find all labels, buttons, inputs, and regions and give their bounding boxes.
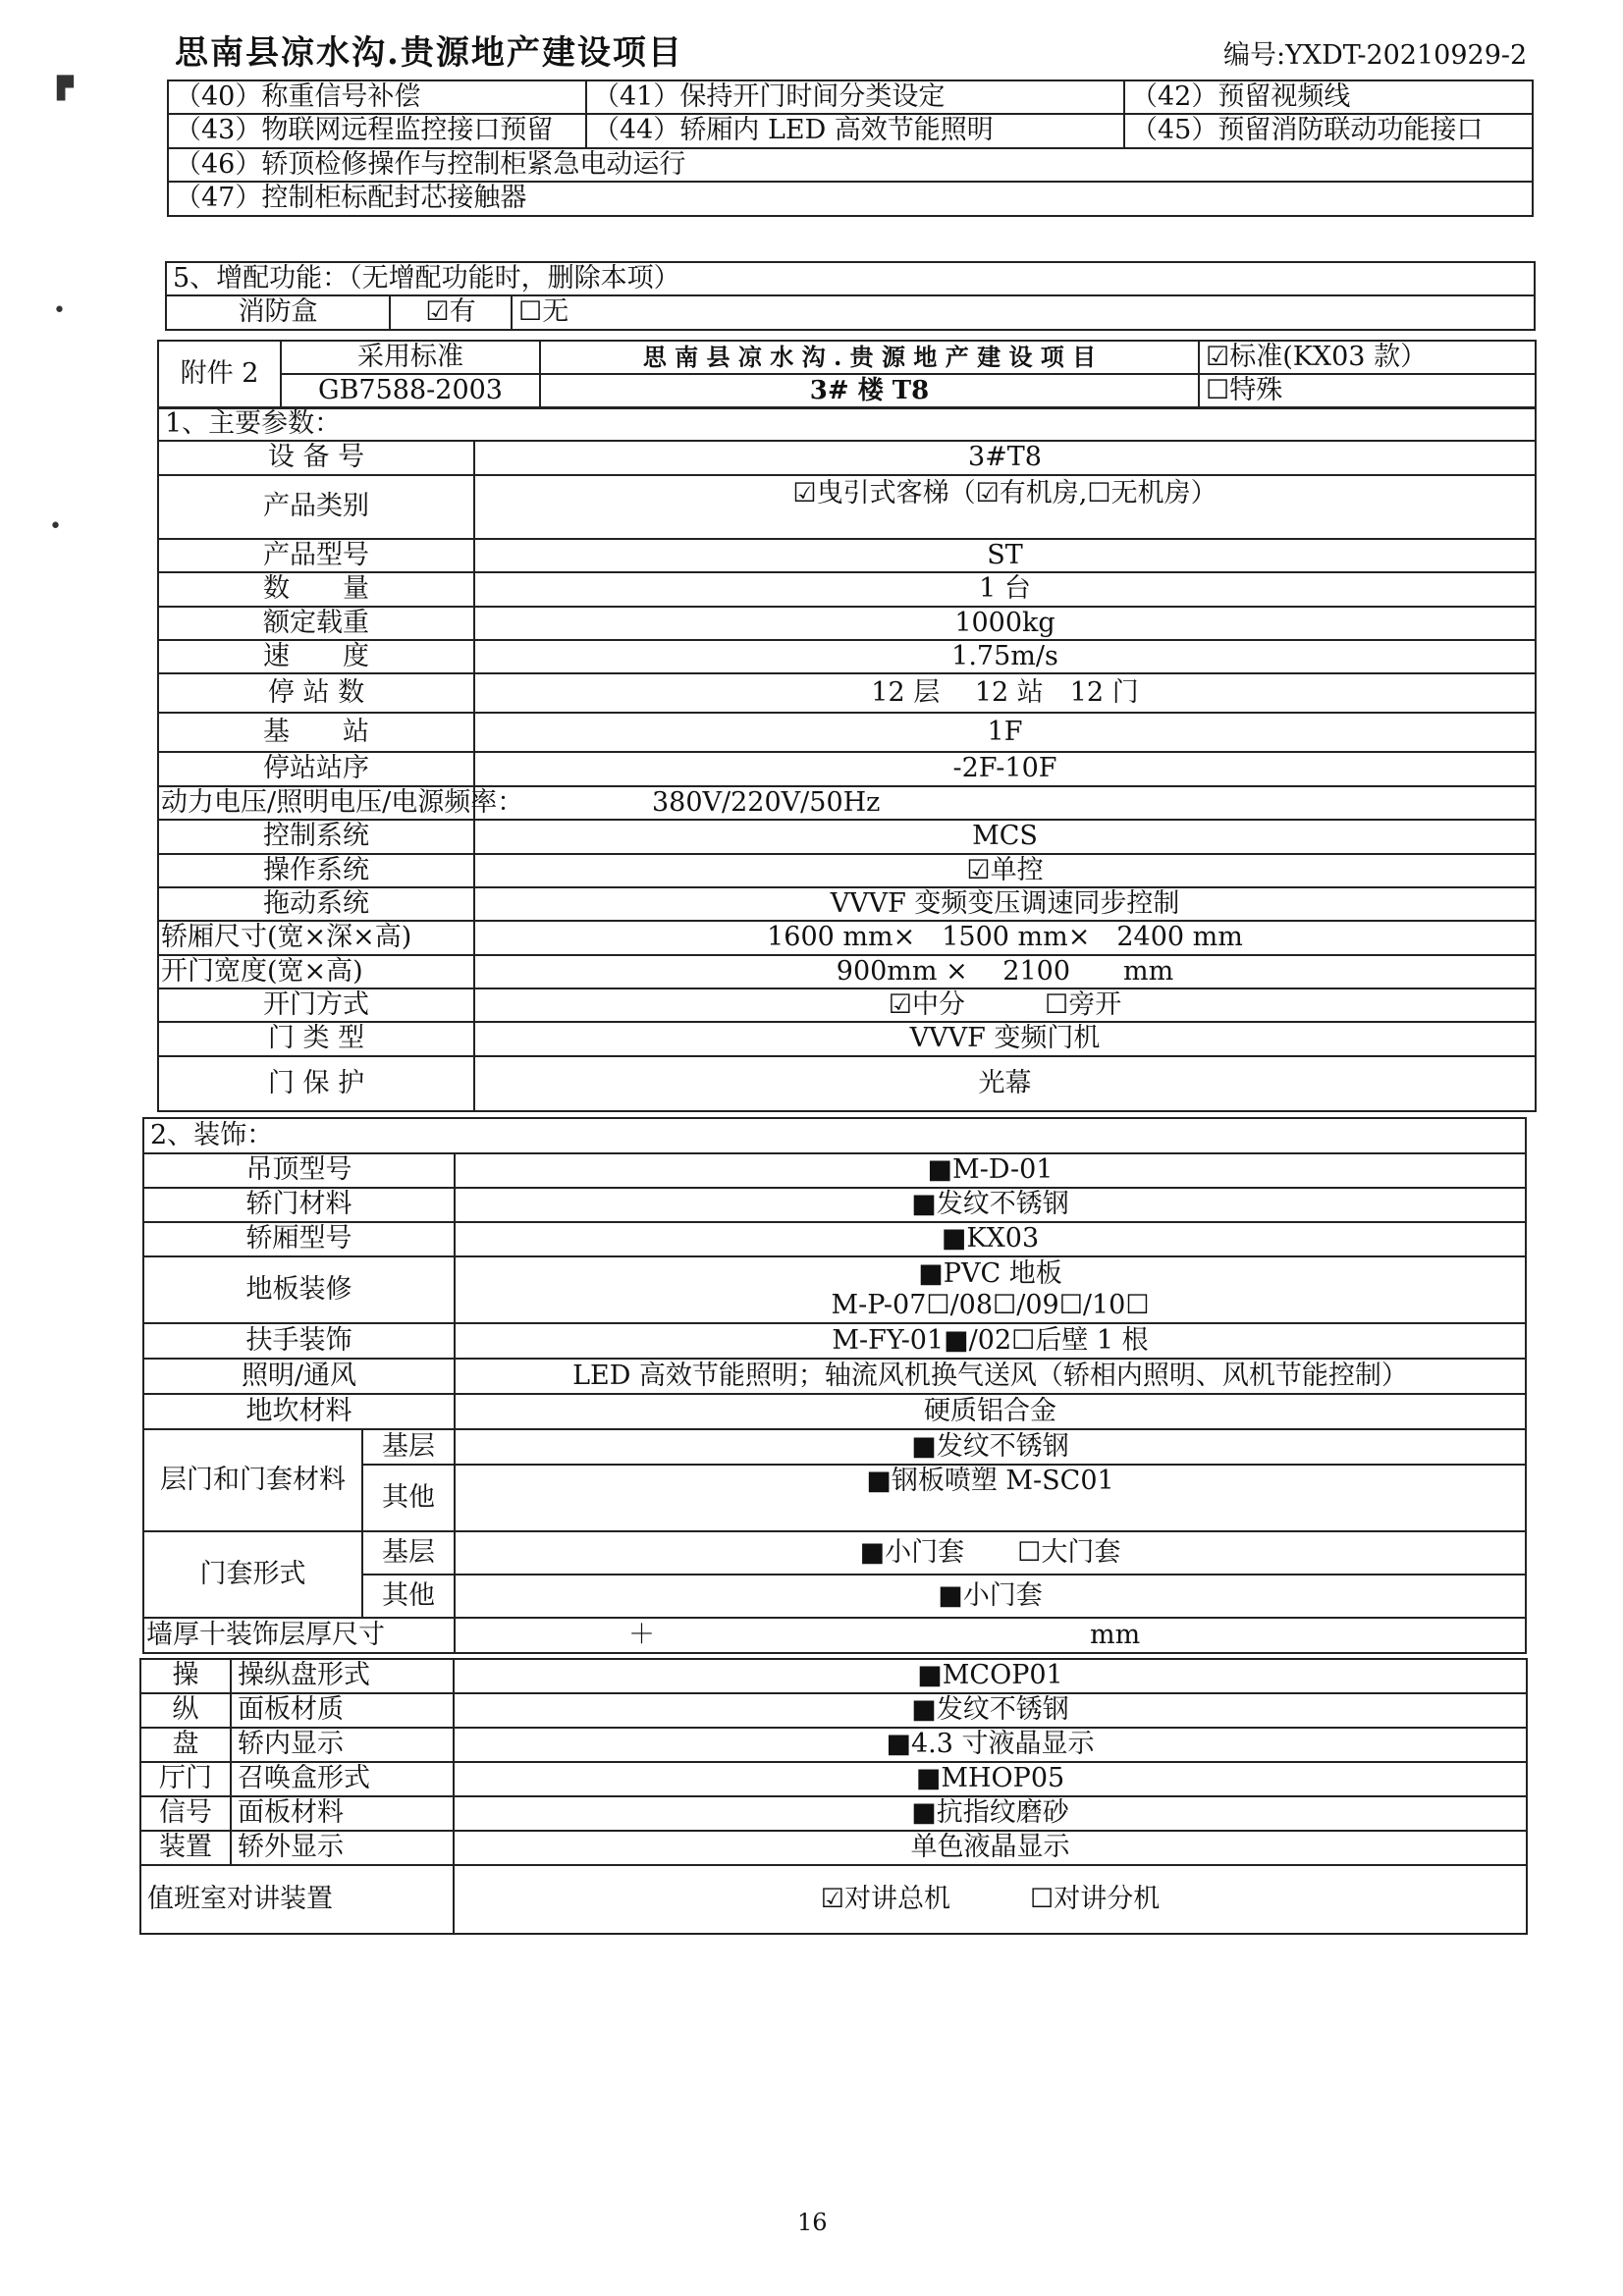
param-value: MCS (474, 820, 1536, 853)
param-value: 1600 mm× 1500 mm× 2400 mm (474, 921, 1536, 954)
control-value: ■4.3 寸液晶显示 (454, 1728, 1527, 1762)
group-char: 厅门 (140, 1762, 231, 1796)
table-row (143, 1118, 1526, 1153)
param-label: 操作系统 (158, 854, 474, 887)
deco-label: 吊顶型号 (143, 1153, 455, 1188)
feature-cell: （47）控制柜标配封芯接触器 (168, 182, 1533, 215)
control-value: ☑对讲总机 ☐对讲分机 (454, 1865, 1527, 1934)
type-standard-checkbox: ☑标准(KX03 款） (1199, 341, 1536, 374)
control-label: 召唤盒形式 (231, 1762, 454, 1796)
table-row (143, 1429, 1526, 1465)
page-number: 16 (797, 2209, 828, 2236)
table-row (143, 1153, 1526, 1188)
param-value: ☑单控 (474, 854, 1536, 887)
param-value: ST (474, 539, 1536, 572)
table-row (166, 295, 1535, 329)
control-value: 单色液晶显示 (454, 1831, 1527, 1865)
table-row (143, 1323, 1526, 1359)
table-row (158, 407, 1536, 441)
table-row (158, 374, 1536, 407)
param-label: 设 备 号 (158, 441, 474, 474)
deco-value: ■KX03 (455, 1222, 1526, 1256)
param-label: 速 度 (158, 640, 474, 673)
param-value: 1000kg (474, 607, 1536, 640)
document-title: 思南县凉水沟.贵源地产建设项目 (175, 33, 683, 73)
control-label: 轿内显示 (231, 1728, 454, 1762)
group-char: 信号 (140, 1796, 231, 1831)
param-label: 门 保 护 (158, 1056, 474, 1111)
main-parameters-table (157, 406, 1537, 1112)
section-heading: 2、装饰： (143, 1118, 1526, 1153)
param-label: 控制系统 (158, 820, 474, 853)
deco-value: ■小门套 ☐大门套 (455, 1531, 1526, 1575)
param-value: VVVF 变频变压调速同步控制 (474, 887, 1536, 921)
param-value: 12 层 12 站 12 门 (474, 673, 1536, 713)
group-char: 操 (140, 1659, 231, 1693)
param-label: 停站站序 (158, 752, 474, 785)
param-label: 基 站 (158, 713, 474, 752)
standard-label: 采用标准 (281, 341, 540, 374)
project-name: 思 南 县 凉 水 沟 . 贵 源 地 产 建 设 项 目 (540, 341, 1199, 374)
param-value: -2F-10F (474, 752, 1536, 785)
deco-label: 门套形式 (143, 1531, 362, 1618)
features-table (167, 80, 1534, 217)
table-row (140, 1728, 1527, 1762)
decoration-table (142, 1117, 1527, 1654)
document-number: 编号:YXDT-20210929-2 (1223, 40, 1528, 71)
feature-cell: （45）预留消防联动功能接口 (1124, 114, 1533, 147)
param-value: ☑曳引式客梯（☑有机房,☐无机房） (474, 475, 1536, 539)
sub-label: 基层 (362, 1531, 455, 1575)
param-label: 拖动系统 (158, 887, 474, 921)
deco-value: ■M-D-01 (455, 1153, 1526, 1188)
control-label: 面板材料 (231, 1796, 454, 1831)
table-row (158, 887, 1536, 921)
scan-mark: ▛ (57, 77, 74, 101)
table-row (166, 262, 1535, 295)
sub-label: 其他 (362, 1465, 455, 1531)
param-label: 动力电压/照明电压/电源频率： (158, 786, 474, 820)
param-value: 1.75m/s (474, 640, 1536, 673)
building-unit: 3# 楼 T8 (540, 374, 1199, 407)
fire-box-yes-checkbox: ☑有 (390, 295, 512, 329)
table-row (168, 80, 1533, 114)
feature-cell: （41）保持开门时间分类设定 (586, 80, 1124, 114)
table-row (158, 640, 1536, 673)
table-row (140, 1796, 1527, 1831)
table-row (140, 1865, 1527, 1934)
extra-functions-table (165, 261, 1536, 331)
floor-value-line1: ■PVC 地板 (918, 1257, 1062, 1289)
param-label: 额定载重 (158, 607, 474, 640)
table-row (158, 1022, 1536, 1055)
deco-value: ■发纹不锈钢 (455, 1429, 1526, 1465)
deco-value (455, 1256, 1526, 1323)
table-row (168, 182, 1533, 215)
deco-value: M-FY-01■/02☐后壁 1 根 (455, 1323, 1526, 1359)
table-row (158, 713, 1536, 752)
scan-mark: • (53, 298, 66, 323)
section-heading: 1、主要参数： (158, 407, 1536, 441)
feature-cell: （40）称重信号补偿 (168, 80, 586, 114)
param-value: 光幕 (474, 1056, 1536, 1111)
table-row (158, 921, 1536, 954)
table-row (158, 673, 1536, 713)
table-row (158, 820, 1536, 853)
param-value: 380V/220V/50Hz (474, 786, 1536, 820)
attachment-label: 附件 2 (158, 341, 281, 408)
param-value: 1 台 (474, 572, 1536, 606)
table-row (168, 148, 1533, 182)
deco-value: 硬质铝合金 (455, 1394, 1526, 1429)
scan-mark: • (49, 514, 62, 539)
table-row (158, 752, 1536, 785)
table-row (158, 572, 1536, 606)
deco-value (455, 1618, 1526, 1653)
feature-cell: （44）轿厢内 LED 高效节能照明 (586, 114, 1124, 147)
deco-label: 轿厢型号 (143, 1222, 455, 1256)
deco-label: 墙厚十装饰层厚尺寸 (143, 1618, 455, 1653)
sub-label: 其他 (362, 1575, 455, 1618)
param-label: 轿厢尺寸(宽×深×高) (158, 921, 474, 954)
control-panels-table (139, 1658, 1528, 1935)
deco-label: 照明/通风 (143, 1359, 455, 1394)
floor-value-line2: M-P-07☐/08☐/09☐/10☐ (831, 1290, 1150, 1320)
deco-label: 轿门材料 (143, 1188, 455, 1222)
table-row (143, 1222, 1526, 1256)
deco-label: 层门和门套材料 (143, 1429, 362, 1531)
param-label: 数 量 (158, 572, 474, 606)
table-row (158, 441, 1536, 474)
param-label: 开门宽度(宽×高) (158, 955, 474, 988)
deco-value: ■钢板喷塑 M-SC01 (455, 1465, 1526, 1531)
table-row (143, 1256, 1526, 1323)
fire-box-no-checkbox: ☐无 (512, 295, 1535, 329)
table-row (140, 1762, 1527, 1796)
table-row (158, 539, 1536, 572)
group-char: 盘 (140, 1728, 231, 1762)
param-value: 3#T8 (474, 441, 1536, 474)
param-value: VVVF 变频门机 (474, 1022, 1536, 1055)
table-row (158, 475, 1536, 539)
deco-label: 地坎材料 (143, 1394, 455, 1429)
table-row (158, 341, 1536, 374)
table-row (140, 1693, 1527, 1728)
group-char: 装置 (140, 1831, 231, 1865)
table-row (158, 786, 1536, 820)
param-value: 900mm × 2100 mm (474, 955, 1536, 988)
control-label: 面板材质 (231, 1693, 454, 1728)
control-value: ■MHOP05 (454, 1762, 1527, 1796)
param-value: 1F (474, 713, 1536, 752)
table-row (158, 1056, 1536, 1111)
param-value: ☑中分 ☐旁开 (474, 988, 1536, 1022)
control-label: 轿外显示 (231, 1831, 454, 1865)
table-row (143, 1394, 1526, 1429)
table-row (158, 607, 1536, 640)
table-row (158, 988, 1536, 1022)
table-row (143, 1359, 1526, 1394)
table-row (140, 1659, 1527, 1693)
fire-box-label: 消防盒 (166, 295, 390, 329)
control-value: ■MCOP01 (454, 1659, 1527, 1693)
feature-cell: （46）轿顶检修操作与控制柜紧急电动运行 (168, 148, 1533, 182)
table-row (143, 1188, 1526, 1222)
param-label: 产品型号 (158, 539, 474, 572)
section-heading: 5、增配功能：（无增配功能时，删除本项） (166, 262, 1535, 295)
deco-label: 扶手装饰 (143, 1323, 455, 1359)
type-special-checkbox: ☐特殊 (1199, 374, 1536, 407)
table-row (143, 1531, 1526, 1575)
table-row (143, 1618, 1526, 1653)
table-row (158, 854, 1536, 887)
param-label: 开门方式 (158, 988, 474, 1022)
control-label: 操纵盘形式 (231, 1659, 454, 1693)
table-row (140, 1831, 1527, 1865)
feature-cell: （42）预留视频线 (1124, 80, 1533, 114)
table-row (168, 114, 1533, 147)
group-char: 纵 (140, 1693, 231, 1728)
deco-value: LED 高效节能照明；轴流风机换气送风（轿相内照明、风机节能控制） (455, 1359, 1526, 1394)
sub-label: 基层 (362, 1429, 455, 1465)
deco-label: 地板装修 (143, 1256, 455, 1323)
param-label: 产品类别 (158, 475, 474, 539)
control-value: ■发纹不锈钢 (454, 1693, 1527, 1728)
control-value: ■抗指纹磨砂 (454, 1796, 1527, 1831)
standard-value: GB7588-2003 (281, 374, 540, 407)
wall-unit: mm (1090, 1619, 1141, 1650)
control-label: 值班室对讲装置 (140, 1865, 454, 1934)
attachment-header-table (157, 340, 1537, 409)
deco-value: ■发纹不锈钢 (455, 1188, 1526, 1222)
param-label: 停 站 数 (158, 673, 474, 713)
deco-value: ■小门套 (455, 1575, 1526, 1618)
param-label: 门 类 型 (158, 1022, 474, 1055)
wall-plus: ＋ (628, 1619, 655, 1650)
feature-cell: （43）物联网远程监控接口预留 (168, 114, 586, 147)
table-row (158, 955, 1536, 988)
